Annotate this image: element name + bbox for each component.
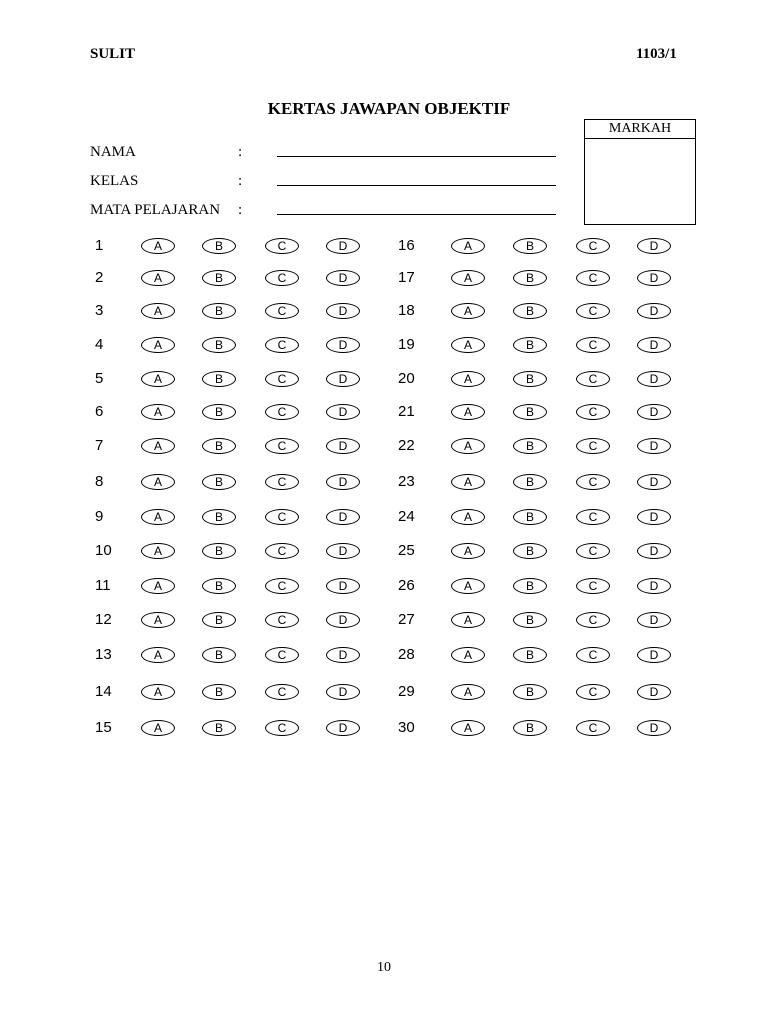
answer-bubble-b[interactable]: B [202,438,236,454]
answer-bubble-a[interactable]: A [141,270,175,286]
answer-bubble-d[interactable]: D [637,337,671,353]
answer-bubble-b[interactable]: B [202,509,236,525]
answer-bubble-c[interactable]: C [576,371,610,387]
question-number: 25 [398,542,415,559]
answer-bubble-d[interactable]: D [637,720,671,736]
question-number: 22 [398,437,415,454]
answer-bubble-c[interactable]: C [576,474,610,490]
answer-bubble-a[interactable]: A [141,238,175,254]
answer-bubble-c[interactable]: C [576,270,610,286]
answer-bubble-a[interactable]: A [451,303,485,319]
field-colon-kelas: : [238,173,243,189]
question-number: 21 [398,403,415,420]
answer-bubble-d[interactable]: D [637,578,671,594]
answer-bubble-c[interactable]: C [265,509,299,525]
answer-bubble-b[interactable]: B [513,647,547,663]
question-number: 18 [398,302,415,319]
header-sulit: SULIT [90,46,136,62]
answer-bubble-b[interactable]: B [202,684,236,700]
answer-bubble-b[interactable]: B [513,684,547,700]
question-number: 1 [95,237,104,254]
answer-bubble-a[interactable]: A [451,238,485,254]
question-number: 13 [95,646,112,663]
field-line-nama[interactable] [277,156,556,157]
answer-bubble-d[interactable]: D [637,543,671,559]
field-label-nama: NAMA [90,144,136,160]
answer-bubble-a[interactable]: A [141,684,175,700]
answer-bubble-d[interactable]: D [326,238,360,254]
question-number: 11 [95,577,111,594]
question-number: 6 [95,403,104,420]
question-number: 19 [398,336,415,353]
answer-bubble-c[interactable]: C [265,270,299,286]
answer-bubble-b[interactable]: B [513,509,547,525]
answer-bubble-b[interactable]: B [202,337,236,353]
markah-label: MARKAH [585,120,695,139]
answer-bubble-d[interactable]: D [326,404,360,420]
answer-bubble-d[interactable]: D [637,238,671,254]
answer-bubble-b[interactable]: B [513,337,547,353]
page-title: KERTAS JAWAPAN OBJEKTIF [267,99,511,118]
answer-bubble-b[interactable]: B [513,438,547,454]
answer-bubble-d[interactable]: D [637,612,671,628]
answer-bubble-a[interactable]: A [141,578,175,594]
question-number: 23 [398,473,415,490]
answer-bubble-b[interactable]: B [513,612,547,628]
answer-bubble-d[interactable]: D [637,684,671,700]
answer-bubble-c[interactable]: C [265,337,299,353]
answer-bubble-c[interactable]: C [265,578,299,594]
answer-bubble-c[interactable]: C [576,509,610,525]
question-number: 20 [398,370,415,387]
field-label-mata-pelajaran: MATA PELAJARAN [90,202,221,218]
answer-bubble-a[interactable]: A [141,371,175,387]
answer-bubble-a[interactable]: A [451,509,485,525]
answer-bubble-a[interactable]: A [141,438,175,454]
answer-bubble-c[interactable]: C [265,647,299,663]
answer-bubble-b[interactable]: B [202,474,236,490]
markah-box [584,119,696,225]
answer-bubble-d[interactable]: D [326,270,360,286]
question-number: 9 [95,508,104,525]
answer-bubble-a[interactable]: A [141,720,175,736]
answer-bubble-c[interactable]: C [576,404,610,420]
question-number: 4 [95,336,104,353]
answer-bubble-c[interactable]: C [576,238,610,254]
answer-bubble-a[interactable]: A [451,578,485,594]
answer-bubble-c[interactable]: C [265,438,299,454]
answer-bubble-a[interactable]: A [451,337,485,353]
answer-bubble-c[interactable]: C [265,371,299,387]
answer-bubble-c[interactable]: C [265,404,299,420]
answer-bubble-d[interactable]: D [637,438,671,454]
answer-bubble-b[interactable]: B [202,720,236,736]
answer-bubble-a[interactable]: A [451,720,485,736]
answer-bubble-d[interactable]: D [637,303,671,319]
answer-bubble-a[interactable]: A [141,509,175,525]
answer-bubble-d[interactable]: D [326,543,360,559]
question-number: 15 [95,719,112,736]
answer-bubble-d[interactable]: D [637,270,671,286]
answer-bubble-b[interactable]: B [202,371,236,387]
answer-bubble-d[interactable]: D [637,404,671,420]
answer-bubble-b[interactable]: B [513,371,547,387]
answer-bubble-a[interactable]: A [451,684,485,700]
answer-bubble-b[interactable]: B [202,578,236,594]
answer-bubble-a[interactable]: A [141,474,175,490]
answer-bubble-b[interactable]: B [202,238,236,254]
question-number: 27 [398,611,415,628]
answer-bubble-c[interactable]: C [576,720,610,736]
answer-bubble-d[interactable]: D [326,474,360,490]
question-number: 30 [398,719,415,736]
answer-bubble-a[interactable]: A [451,404,485,420]
answer-bubble-c[interactable]: C [576,438,610,454]
question-number: 24 [398,508,415,525]
answer-bubble-d[interactable]: D [326,371,360,387]
answer-bubble-d[interactable]: D [326,612,360,628]
answer-bubble-d[interactable]: D [637,371,671,387]
answer-bubble-d[interactable]: D [326,684,360,700]
answer-bubble-b[interactable]: B [513,474,547,490]
question-number: 29 [398,683,415,700]
question-number: 7 [95,437,104,454]
question-number: 14 [95,683,112,700]
answer-bubble-d[interactable]: D [637,647,671,663]
question-number: 17 [398,269,415,286]
answer-bubble-d[interactable]: D [326,438,360,454]
answer-bubble-c[interactable]: C [576,612,610,628]
answer-bubble-a[interactable]: A [451,474,485,490]
answer-bubble-c[interactable]: C [265,720,299,736]
answer-bubble-c[interactable]: C [576,684,610,700]
question-number: 3 [95,302,104,319]
answer-bubble-b[interactable]: B [513,303,547,319]
question-number: 5 [95,370,104,387]
question-number: 2 [95,269,104,286]
answer-bubble-b[interactable]: B [513,543,547,559]
answer-bubble-b[interactable]: B [202,612,236,628]
answer-bubble-b[interactable]: B [202,543,236,559]
field-colon-nama: : [238,144,243,160]
field-colon-mata-pelajaran: : [238,202,243,218]
answer-bubble-b[interactable]: B [513,404,547,420]
question-number: 26 [398,577,415,594]
answer-bubble-c[interactable]: C [576,337,610,353]
answer-bubble-d[interactable]: D [637,509,671,525]
answer-bubble-a[interactable]: A [451,647,485,663]
answer-bubble-a[interactable]: A [451,371,485,387]
answer-bubble-c[interactable]: C [576,647,610,663]
question-number: 28 [398,646,415,663]
answer-bubble-a[interactable]: A [141,612,175,628]
answer-bubble-c[interactable]: C [265,612,299,628]
answer-bubble-a[interactable]: A [451,612,485,628]
answer-bubble-a[interactable]: A [141,337,175,353]
question-number: 16 [398,237,415,254]
answer-bubble-a[interactable]: A [451,438,485,454]
answer-bubble-a[interactable]: A [141,303,175,319]
answer-bubble-b[interactable]: B [513,238,547,254]
answer-bubble-c[interactable]: C [576,303,610,319]
answer-bubble-d[interactable]: D [637,474,671,490]
answer-bubble-a[interactable]: A [141,647,175,663]
answer-bubble-b[interactable]: B [513,578,547,594]
answer-bubble-c[interactable]: C [265,543,299,559]
answer-bubble-b[interactable]: B [202,270,236,286]
answer-bubble-c[interactable]: C [265,303,299,319]
question-number: 8 [95,473,104,490]
answer-bubble-a[interactable]: A [451,543,485,559]
answer-bubble-c[interactable]: C [576,543,610,559]
answer-bubble-c[interactable]: C [576,578,610,594]
answer-bubble-c[interactable]: C [265,684,299,700]
answer-bubble-d[interactable]: D [326,647,360,663]
answer-bubble-d[interactable]: D [326,337,360,353]
answer-bubble-b[interactable]: B [202,404,236,420]
field-line-mata-pelajaran[interactable] [277,214,556,215]
answer-bubble-b[interactable]: B [202,303,236,319]
question-number: 12 [95,611,112,628]
header-paper-code: 1103/1 [636,46,677,62]
answer-bubble-d[interactable]: D [326,720,360,736]
page-number: 10 [377,960,391,975]
answer-bubble-c[interactable]: C [265,474,299,490]
answer-bubble-a[interactable]: A [141,404,175,420]
field-line-kelas[interactable] [277,185,556,186]
answer-bubble-c[interactable]: C [265,238,299,254]
answer-bubble-a[interactable]: A [141,543,175,559]
answer-bubble-a[interactable]: A [451,270,485,286]
answer-bubble-d[interactable]: D [326,578,360,594]
field-label-kelas: KELAS [90,173,139,189]
answer-bubble-b[interactable]: B [513,270,547,286]
question-number: 10 [95,542,112,559]
answer-bubble-d[interactable]: D [326,303,360,319]
answer-bubble-b[interactable]: B [202,647,236,663]
answer-bubble-b[interactable]: B [513,720,547,736]
answer-bubble-d[interactable]: D [326,509,360,525]
